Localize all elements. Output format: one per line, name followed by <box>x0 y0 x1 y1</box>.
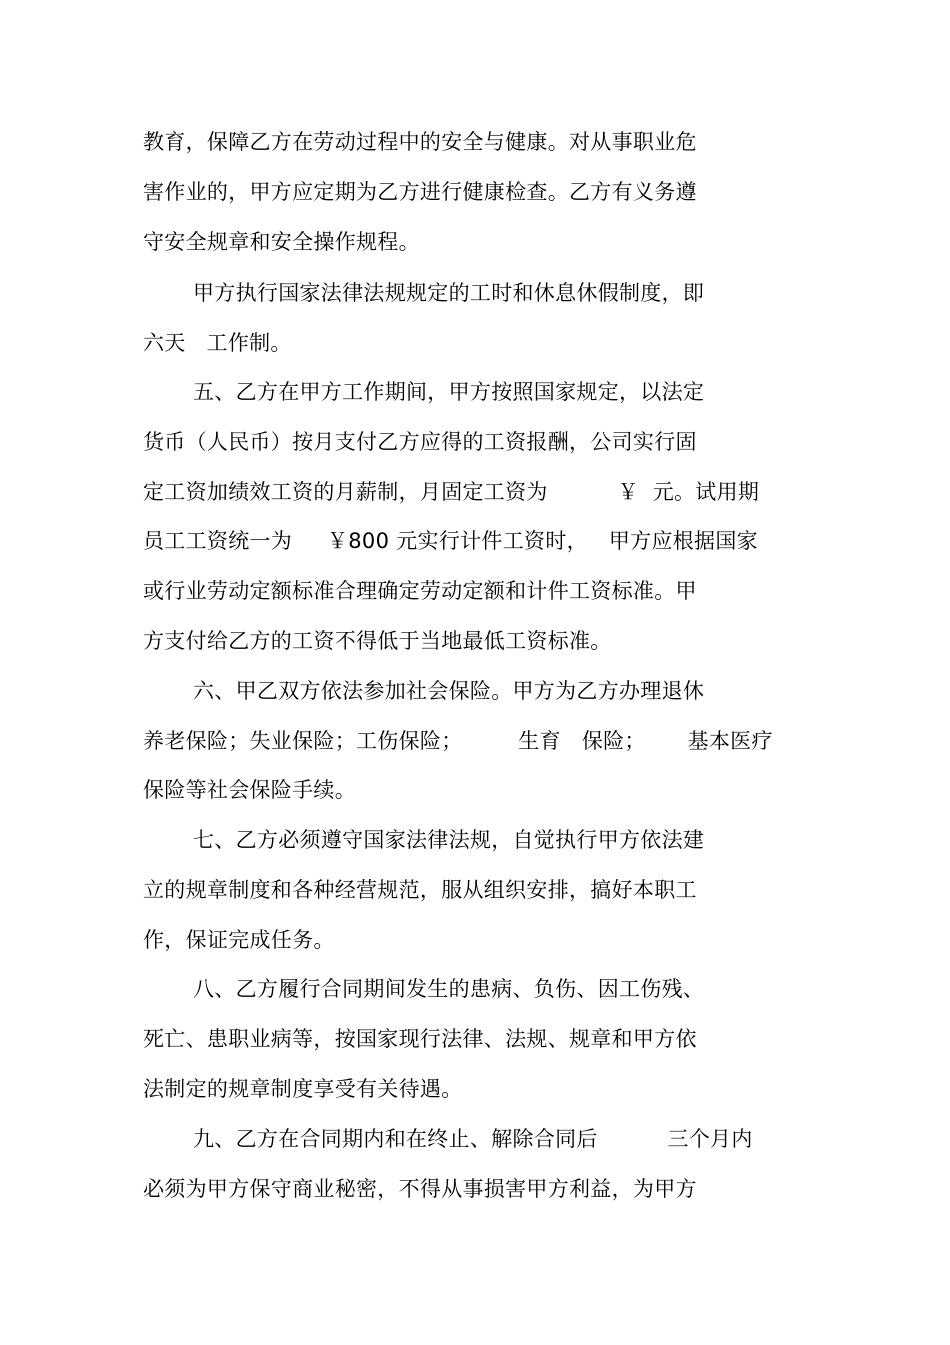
text-line: 守安全规章和安全操作规程。 <box>143 230 420 254</box>
text-line: 六天 工作制。 <box>143 331 292 355</box>
text-line: 教育，保障乙方在劳动过程中的安全与健康。对从事职业危 <box>143 130 697 154</box>
text-line: 害作业的，甲方应定期为乙方进行健康检查。乙方有义务遵 <box>143 180 697 204</box>
text-line: 六、甲乙双方依法参加社会保险。甲方为乙方办理退休 <box>193 679 705 703</box>
text-line: 甲方执行国家法律法规规定的工时和休息休假制度，即 <box>193 281 705 305</box>
text-line: 货币（人民币）按月支付乙方应得的工资报酬，公司实行固 <box>143 430 697 454</box>
text-line: 养老保险；失业保险；工伤保险； 生育 保险； 基本医疗 <box>143 729 773 753</box>
text-line: 八、乙方履行合同期间发生的患病、负伤、因工伤残、 <box>193 977 705 1001</box>
text-line: 死亡、患职业病等，按国家现行法律、法规、规章和甲方依 <box>143 1027 697 1051</box>
text-line: 必须为甲方保守商业秘密，不得从事损害甲方利益，为甲方 <box>143 1177 697 1201</box>
text-line: 七、乙方必须遵守国家法律法规，自觉执行甲方依法建 <box>193 828 705 852</box>
text-line: 保险等社会保险手续。 <box>143 778 356 802</box>
text-line: 方支付给乙方的工资不得低于当地最低工资标准。 <box>143 629 612 653</box>
text-line: 立的规章制度和各种经营规范，服从组织安排，搞好本职工 <box>143 878 697 902</box>
text-line: 或行业劳动定额标准合理确定劳动定额和计件工资标准。甲 <box>143 579 697 603</box>
text-line: 五、乙方在甲方工作期间，甲方按照国家规定，以法定 <box>193 380 705 404</box>
text-line: 法制定的规章制度享受有关待遇。 <box>143 1077 463 1101</box>
text-line: 员工工资统一为 ￥800 元实行计件工资时， 甲方应根据国家 <box>143 529 758 553</box>
text-line: 定工资加绩效工资的月薪制，月固定工资为 ￥ 元。试用期 <box>143 480 760 504</box>
text-line: 九、乙方在合同期内和在终止、解除合同后 三个月内 <box>193 1127 753 1151</box>
text-line: 作，保证完成任务。 <box>143 928 335 952</box>
